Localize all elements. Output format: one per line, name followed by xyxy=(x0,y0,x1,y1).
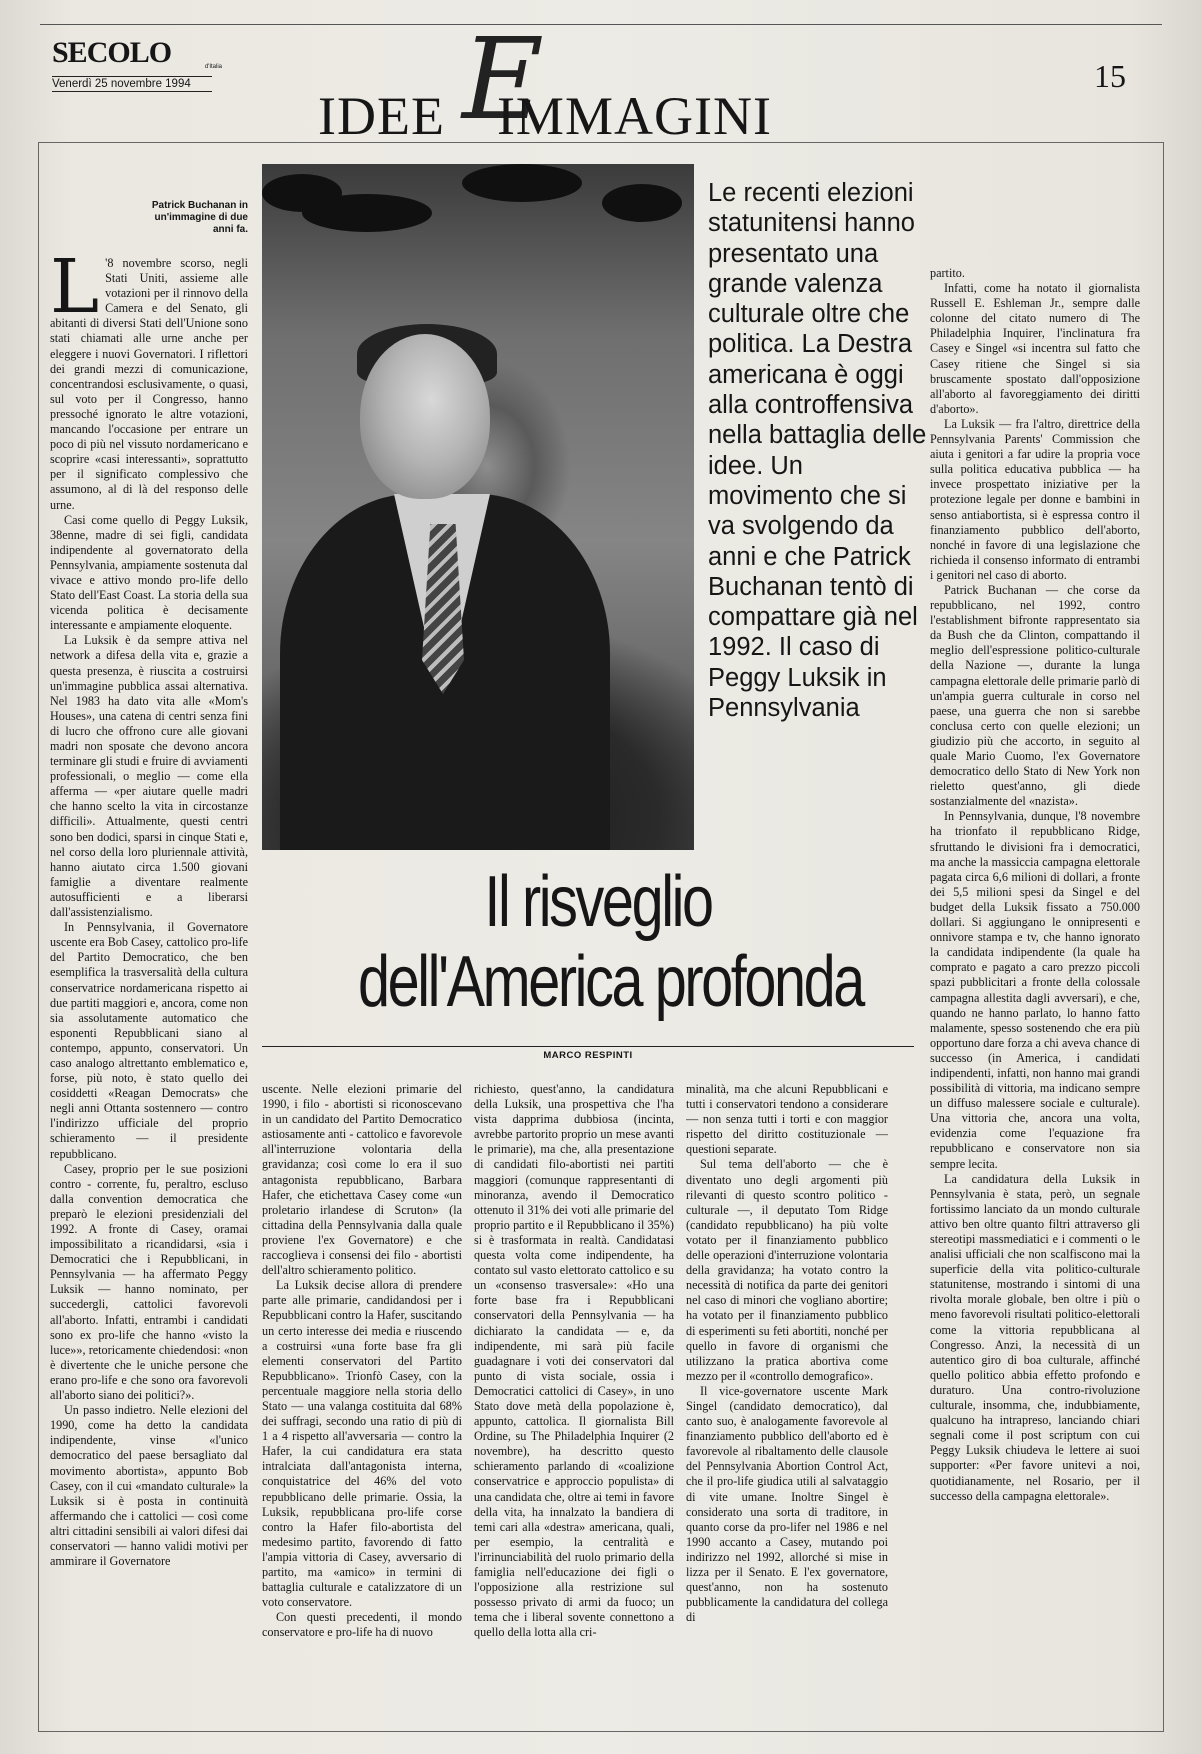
paragraph: La Luksik è da sempre attiva nel network a difesa della vita e, grazie a questa presenza, è riuscita a costruirsi un'immagine pubblica assai alternativa. Nel 1983 ha dato vita alle «Mom's Houses», una catena di centri senza fini di lucro che offrono cure alle giovani madri non sposate che devono ancora terminare gli studi e fruire di avviamenti professionali, o meglio — come ella afferma — «per aiutare quelle madri che hanno scelto la vita in circostanze difficili». Attualmente, questi centri sono ben dodici, sparsi in cinque Stati e, nel corso della loro pluriennale attività, hanno aiutato circa 1.500 giovani famiglie a diventare realmente autosufficienti e a liberarsi dall'assistenzialismo. xyxy=(50,633,248,920)
article-photo xyxy=(262,164,694,850)
photo-lamp xyxy=(602,184,682,222)
newspaper-logo: SECOLO xyxy=(52,36,172,69)
paragraph: Un passo indietro. Nelle elezioni del 1990, come ha detto la candidata indipendente, vinse «l'unico democratico del paese bersagliato dal movimento abortista», appunto Bob Casey, con il cui «mandato culturale» la Luksik si è posta in continuità affermando che i cattolici — così come altri cittadini sensibili ai valori difesi dai conservatori — hanno validi motivi per ammirare il Governatore xyxy=(50,1403,248,1569)
headline-line-2: dell'America profonda xyxy=(358,942,863,1022)
section-title-right: IMMAGINI xyxy=(496,86,772,146)
paragraph: La candidatura della Luksik in Pennsylvania è stata, però, un segnale fortissimo lanciato da un mondo culturale attivo ben oltre quanto filtri attraverso gli stereotipi massmediatici e i commenti o le analisi ufficiali che non scalfiscono mai la superficie della vita politico-culturale statunitense, mostrando i sintomi di una rivolta morale globale, ben oltre i più o meno favorevoli risultati politico-elettorali come la vittoria repubblicana al Congresso. Anzi, la necessità di un autentico giro di boa culturale, affinché quello politico abbia effetto profondo e duraturo. Una contro-rivoluzione culturale, insomma, che, indubbiamente, qualcuno ha intrapreso, lanciando chiari segnali come il post scriptum con cui Peggy Luksik chiudeva le lettere ai suoi supporter: «Per favore unitevi a noi, quotidianamente, nel Rosario, per il successo della campagna elettorale». xyxy=(930,1171,1140,1503)
photo-caption: Patrick Buchanan in un'immagine di due anni fa. xyxy=(151,200,248,235)
paragraph: Sul tema dell'aborto — che è diventato uno degli argomenti più rilevanti di questo scontro politico - culturale —, il deputato Tom Ridge (candidato repubblicano) ha più volte votato per il finanziamento pubblico delle operazioni d'interruzione volontaria della gravidanza; ha votato contro la necessità di notifica da parte dei genitori nel caso di minori che vogliano abortire; ha votato per il finanziamento pubblico di esperimenti su feti abortiti, nonché per quello in favore di organismi che utilizzano la pratica abortiva come mezzo per il «controllo demografico». xyxy=(686,1157,888,1383)
article-deck xyxy=(708,178,930,723)
masthead xyxy=(52,38,222,92)
paragraph: richiesto, quest'anno, la candidatura della Luksik, una prospettiva che l'ha vista dapprima dubbiosa (incinta, avrebbe partorito proprio un mese avanti le primarie), ma che, alla presentazione di candidati filo-abortisti nei partiti maggiori (comunque rappresentanti di minoranza, avendo il Democratico ottenuto il 31% dei voti alle primarie del proprio partito e il Repubblicano il 35%) si è trasformata in realtà. Candidatasi questa volta come indipendente, ha contato sul vasto elettorato cattolico e su un «consenso trasversale»: «Ho una forte base fra i Repubblicani conservatori della Pennsylvania — ha dichiarato la candidata — e, da indipendente, mi sarà più facile guadagnare i voti dei conservatori dal punto di vista sociale, ossia i Democratici cattolici di Casey», in uno Stato dove metà della popolazione è, appunto, cattolica. Il giornalista Bill Ordine, su The Philadelphia Inquirer (2 novembre), ha descritto questo schieramento parlando di «coalizione conservatrice e approccio populista» di una candidata che, oltre ai temi in favore della vita, ha innalzato la bandiera di temi cari alla «destra» americana, quali, per esempio, la centralità e l'irrinunciabilità del ruolo primario della famiglia nell'educazione dei figli o l'opposizione alla restrizione sul possesso privato di armi da fuoco; un tema che i liberal sovente connettono a quello della lotta alla cri- xyxy=(474,1082,674,1640)
byline: MARCO RESPINTI xyxy=(543,1050,633,1061)
paragraph: Con questi precedenti, il mondo conservatore e pro-life ha di nuovo xyxy=(262,1610,462,1640)
paragraph: In Pennsylvania, il Governatore uscente era Bob Casey, cattolico pro-life del Partito Democratico, che ben esemplifica la trasversalità della cultura conservatrice nordamericana rispetto ai due partiti maggiori e, ancora, come non sia assolutamente automatico che esponenti Repubblicani siano al contempo, appunto, conservatori. Un caso analogo altrettanto emblematico e, forse, più noto, è stato quello dei cosiddetti «Reagan Democrats» che negli anni Ottanta sostennero — contro l'indirizzo ufficiale del proprio schieramento — il presidente repubblicano. xyxy=(50,920,248,1161)
section-title xyxy=(318,86,772,146)
byline-rule xyxy=(262,1046,914,1047)
issue-date: Venerdì 25 novembre 1994 xyxy=(52,76,212,92)
photo-figure-head xyxy=(360,334,490,499)
photo-lamp xyxy=(302,194,432,232)
text-column-3 xyxy=(474,1082,674,1722)
text-column-2 xyxy=(262,1082,462,1722)
text-column-4 xyxy=(686,1082,888,1722)
paragraph: Il vice-governatore uscente Mark Singel (candidato democratico), dal canto suo, è analogamente favorevole al finanziamento pubblico dell'aborto ed è favorevole al ribaltamento delle clausole del Pennsylvania Abortion Control Act, che il pro-life giudica utili al salvataggio di vite umane. Inoltre Singel è considerato una sorta di traditore, in quanto corse da pro-lifer nel 1986 e nel 1990 accanto a Casey, mutando poi indirizzo nel 1992, allorché si mise in lizza per il Senato. E l'ex governatore, quest'anno, non ha sostenuto pubblicamente la candidatura del collega di xyxy=(686,1383,888,1625)
paragraph: Casi come quello di Peggy Luksik, 38enne, madre di sei figli, candidata indipendente al governatorato della Pennsylvania, ampiamente sostenuta dal vivace e attivo mondo pro-life dello Stato dell'East Coast. La storia della sua vicenda politica è decisamente interessante e ampiamente eloquente. xyxy=(50,512,248,633)
headline-line-1: Il risveglio xyxy=(484,862,712,942)
section-decorative-e: E xyxy=(462,15,544,145)
section-title-left: IDEE xyxy=(318,86,445,146)
paragraph xyxy=(50,256,248,513)
paragraph: Patrick Buchanan — che corse da repubblicano, nel 1992, contro l'establishment bifronte rappresentato sia da Bush che da Clinton, compattando il meglio dell'espressione politico-culturale della Nazione —, durante la lunga campagna elettorale delle primarie parlò di un'ampia guerra culturale in corso nel paese, una guerra che non si sarebbe conclusa certo con quelle elezioni; un giudizio più che accorto, in seguito al quale Mario Cuomo, l'ex Governatore democratico dello Stato di New York non rieletto quest'anno, gli diede sostanzialmente del «nazista». xyxy=(930,582,1140,809)
paragraph: Infatti, come ha notato il giornalista Russell E. Eshleman Jr., sempre dalle colonne del citato numero di The Philadelphia Inquirer, l'inclinatura fra Casey e Singel «si incentra sul fatto che Casey ritiene che Singel si sia bruscamente spostato dall'opposizione all'aborto al favoreggiamento dei diritti d'aborto». xyxy=(930,281,1140,416)
paragraph: uscente. Nelle elezioni primarie del 1990, i filo - abortisti si riconoscevano in un candidato del Partito Democratico astiosamente anti - cattolico e favorevole all'interruzione volontaria della gravidanza; così come lo era il suo antagonista repubblicano, Barbara Hafer, che etichettava Casey come «un proletario irlandese di Scruton» (la cittadina della Pennsylvania dalla quale proviene l'ex Governatore) e che raccoglieva i consensi dei filo - abortisti dell'altro schieramento politico. xyxy=(262,1082,462,1278)
page-number: 15 xyxy=(1094,58,1126,94)
drop-cap: L xyxy=(50,256,100,330)
article-headline xyxy=(358,862,863,1022)
text-column-5 xyxy=(930,266,1140,1722)
newspaper-logo-subtitle: d'Italia xyxy=(204,64,222,70)
text-column-1 xyxy=(50,256,248,1726)
paragraph: partito. xyxy=(930,266,965,280)
paragraph-text: '8 novembre scorso, negli Stati Uniti, assieme alle votazioni per il rinnovo della Camera e del Senato, gli abitanti di diversi Stati dell'Unione sono stati chiamati alle urne anche per eleggere i nuovi Governatori. I riflettori dei grandi mezzi di comunicazione, concentrandosi esclusivamente, o quasi, sul voto per il Congresso, hanno pressoché ignorato le altre votazioni, mancando l'occasione per entrare un poco di più nel vissuto nordamericano e scoprire «casi interessanti», soprattutto per il significato complessivo che assumono, al di là del responso delle urne. xyxy=(50,256,248,512)
paragraph: Casey, proprio per le sue posizioni contro - corrente, fu, peraltro, escluso dalla convention democratica che preparò le elezioni presidenziali del 1992. A fronte di Casey, oramai impossibilitato a ricandidarsi, «sia i Democratici che i Repubblicani, in Pennsylvania — ha affermato Peggy Luksik — hanno nominato, per succedergli, cattolici favorevoli all'aborto. Infatti, entrambi i candidati sono ex pro-life che hanno «visto la luce»», retoricamente chiedendosi: «non è divertente che le uniche persone che erano pro-life e che sono ora favorevoli all'aborto siano dei politici?». xyxy=(50,1161,248,1403)
photo-lamp xyxy=(462,164,582,202)
top-rule xyxy=(40,24,1162,25)
paragraph: La Luksik decise allora di prendere parte alle primarie, candidandosi per i Repubblicani contro la Hafer, suscitando un certo interesse dei media e riuscendo a costruirsi «una forte base fra gli elementi conservatori del Partito Repubblicano». Trionfò Casey, con la percentuale maggiore nella storia dello Stato — una valanga costituita dal 68% dei suffragi, secondo una ratio di più di 1 a 4 rispetto all'avversaria — contro la Hafer, la cui candidatura era stata intralciata dall'antagonista interna, conquistatrice del 46% del voto repubblicano delle primarie. Ossia, la Luksik, repubblicana pro-life corse contro la Hafer filo-abortista del medesimo partito, favorendo di fatto l'ampia vittoria di Casey, avversario di partito, ma «amico» in termini di battaglia culturale e catalizzatore di un voto conservatore. xyxy=(262,1278,462,1610)
paragraph: minalità, ma che alcuni Repubblicani e tutti i conservatori tendono a considerare — non senza tutti i torti e con maggior rispetto del diritto costituzionale — questioni separate. xyxy=(686,1082,888,1157)
paragraph: La Luksik — fra l'altro, direttrice della Pennsylvania Parents' Commission che aiuta i genitori a far udire la propria voce sulla politica educativa pubblica — ha invece prospettato iniziative per la protezione legale per donne e bambini in senso antiabortista, si è espressa contro il finanziamento pubblico dell'aborto, nonché in favore di una legislazione che richieda il consenso informato di entrambi i genitori nel caso di aborto. xyxy=(930,416,1140,582)
paragraph: In Pennsylvania, dunque, l'8 novembre ha trionfato il repubblicano Ridge, sfruttando le divisioni fra i democratici, ma anche la massiccia campagna elettorale pagata circa 6,6 milioni di dollari, a fronte dei 5,5 milioni spesi da Singel e del budget della Luksik fissato a 750.000 dollari. Si aggiungano le onnipresenti e onnivore stampa e tv, che hanno ignorato la candidata indipendente (la quale ha comprato e pagato a caro prezzo piccoli spazi pubblicitari a fronte della colossale campagna allestita dagli avversari), e che, quando ne hanno parlato, lo hanno fatto malamente, spesso sostenendo che era più opportuno dare forza a chi aveva chance di successo (in America, i candidati indipendenti, infatti, non hanno mai grandi possibilità di vittoria, ma indicano sempre un diffuso malessere sociale e culturale). Una vittoria che, ancora una volta, evidenzia come l'equazione fra repubblicano e conservatore non sia sempre lecita. xyxy=(930,809,1140,1171)
deck-text: Le recenti elezioni statunitensi hanno presentato una grande valenza culturale oltre che politica. La Destra americana è oggi alla controffensiva nella battaglia delle idee. Un movimento che si va svolgendo da anni e che Patrick Buchanan tentò di compattare già nel 1992. Il caso di Peggy Luksik in Pennsylvania xyxy=(708,179,927,723)
